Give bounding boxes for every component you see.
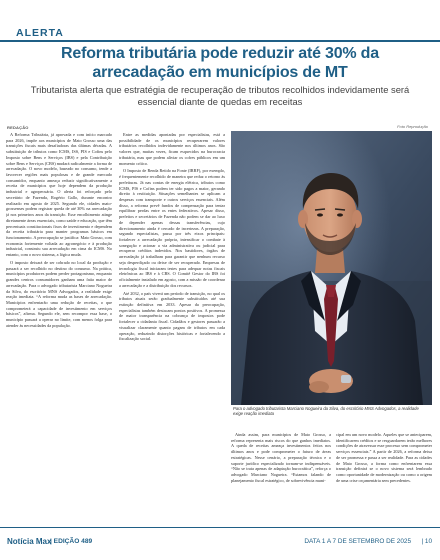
article-column-3 — [231, 432, 331, 523]
headline-line-1: Reforma tributária pode reduzir até 30% da — [61, 45, 379, 62]
portrait-photo — [231, 131, 432, 405]
paragraph: O imposto deixará de ser cobrado no local da produção e passará a ser recolhido no destino do consumo. Na prática, municípios produtores podem perder protagonismo, enquanto grandes centros consumidores ganham uma fatia maior de arrecadação. Para o advogado tributarista Marciano Nogueira da Silva, do escritório MNS Advogados, a realidade exige reação imediata. “A reforma muda as bases de arrecadação. Municípios enfrentarão uma redução de receitas, o que comprometerá a capacidade de investimento em serviços básicos”, afirma. Segundo ele, sem recompor essa base, o município passará a operar no limite, com menos folga para atender às necessidades da população. — [6, 259, 112, 328]
article-column-2 — [119, 132, 225, 522]
paragraph: A Reforma Tributária, já aprovada e com início marcado para 2026, impõe aos municípios de Mato Grosso uma das transições fiscais mais desafiadoras das últimas décadas. A substituição de tributos como ICMS, ISS, PIS e Cofins pelo Imposto sobre Bens e Serviços (IBS) e pela Contribuição sobre Bens e Serviços (CBS) mudará radicalmente a forma de arrecadação. O novo modelo, baseado no consumo, tende a favorecer regiões mais populosas e de grande mercado consumidor, enquanto ameaça reduzir significativamente a receita de municípios que hoje dependem da produção industrial e agropecuária. O alerta foi reforçado pelo secretário de Fazenda, Rogério Gallo, durante encontro realizado em agosto de 2025. Segundo ele, cidades mato-grossenses podem registrar queda de até 30% na arrecadação já nos primeiros anos da transição. Esse encolhimento atinge diretamente áreas essenciais, como saúde e educação, que têm percentuais constitucionais fixos de investimento e dependem da receita tributária para manter programas básicos em funcionamento. A preocupação se justifica: Mato Grosso, com economia fortemente voltada ao agronegócio e à produção industrial, construiu sua arrecadação em cima do ICMS. No entanto, com o novo sistema, a lógica muda. — [6, 132, 112, 258]
photo-credit: Foto Reprodução — [397, 124, 428, 129]
photo-caption: Para o advogado tributarista Marciano Nogueira da Silva, do escritório MNS Advogados, a realidade exige reação imediata — [233, 406, 419, 417]
section-rule — [0, 40, 440, 42]
paragraph: Ainda assim, para municípios de Mato Grosso, a reforma representa mais riscos do que ganhos imediatos. A queda de receitas ameaça investimentos feitos nos últimos anos e pode comprometer o futuro de áreas estratégicas. Nesse cenário, a preparação técnica e o suporte jurídico especializado tornam-se indispensáveis. “Não se trata apenas de adaptação burocrática”, reforça o advogado Marciano Nogueira. “Estamos falando de planejamento fiscal estratégico, de sobrevivência muni- — [231, 432, 331, 483]
paragraph: O Imposto de Renda Retido na Fonte (IRRF), por exemplo, é frequentemente recolhido de maneira que reduz o retorno às prefeituras. Já nas contas de energia elétrica, tributos como ICMS, PIS e Cofins podem ter sido pagos a maior, gerando direito à restituição. Situações semelhantes se aplicam a despesas com transporte e outros serviços essenciais. Além disso, a reforma prevê fundos de compensação para tentar equilibrar perdas entre os entes federativos. Apesar disso, prefeitos e secretários de Fazenda não podem se dar ao luxo de depender apenas dessas transferências, cujo direcionamento ainda é cercado de incertezas. A preparação, segundo especialistas, passa por três eixos principais: fortalecer a arrecadação própria, intensificar o combate à sonegação e acionar a via administrativa ou judicial para recuperar créditos indevidos. Nos bastidores, órgãos de arrecadação já trabalham para garantir que nenhum recurso seja desperdiçado ou deixe de ser recuperado. Empresas de tecnologia fiscal iniciaram testes para adequar notas fiscais eletrônicas ao IBS e à CBS. O Comitê Gestor do IBS foi oficialmente instalado em agosto, com a missão de coordenar a arrecadação e a distribuição dos recursos. — [119, 168, 225, 288]
paragraph: Entre as medidas apontadas por especialistas, está a possibilidade de os municípios recuperarem valores tributários recolhidos indevidamente nos últimos anos. São valores que, muitas vezes, ficam esquecidos na burocracia tributária, mas que podem aliviar os cofres públicos em um momento crítico. — [119, 132, 225, 166]
headline-line-2: arrecadação em municípios de MT — [92, 64, 348, 81]
article-column-4 — [336, 432, 432, 523]
paragraph: cipal em um novo modelo. Aqueles que se anteciparem, identificarem créditos e se resguardarem terão melhores condições de atravessar esse processo sem comprometer serviços essenciais.” A partir de 2026, a reforma deixa de ser promessa e passa a ser realidade. Para as cidades de Mato Grosso, a forma como enfrentarem essa transição definirá se o novo sistema será lembrado como oportunidade de modernização ou como a origem de uma crise orçamentária sem precedentes. — [336, 432, 432, 483]
page-number: | 10 — [421, 538, 432, 545]
deck-subtitle: Tributarista alerta que estratégia de recuperação de tributos recolhidos indevidamente será essencial diante de quedas em receitas — [30, 84, 410, 107]
footer-rule — [0, 527, 440, 528]
headline — [8, 44, 432, 82]
paragraph: Até 2032, o país viverá um período de transição, no qual os tributos atuais serão gradualmente substituídos até sua extinção definitiva em 2033. Apesar da preocupação, especialistas também destacam pontos positivos. A promessa de maior transparência na cobrança de impostos pode fortalecer a cidadania fiscal. Cidadãos e gestores passarão a visualizar claramente quanto pagam de tributos em cada operação, reduzindo distorções históricas e fortalecendo a fiscalização social. — [119, 290, 225, 342]
section-label: ALERTA — [16, 27, 64, 39]
article-column-1 — [6, 132, 112, 522]
page-footer — [0, 531, 440, 553]
publication-name: Notícia Max — [7, 537, 52, 546]
issue-date: DATA 1 A 7 DE SETEMBRO DE 2025 — [304, 538, 411, 545]
byline: REDAÇÃO — [7, 125, 29, 130]
edition-number: | EDIÇÃO 489 — [50, 538, 93, 545]
